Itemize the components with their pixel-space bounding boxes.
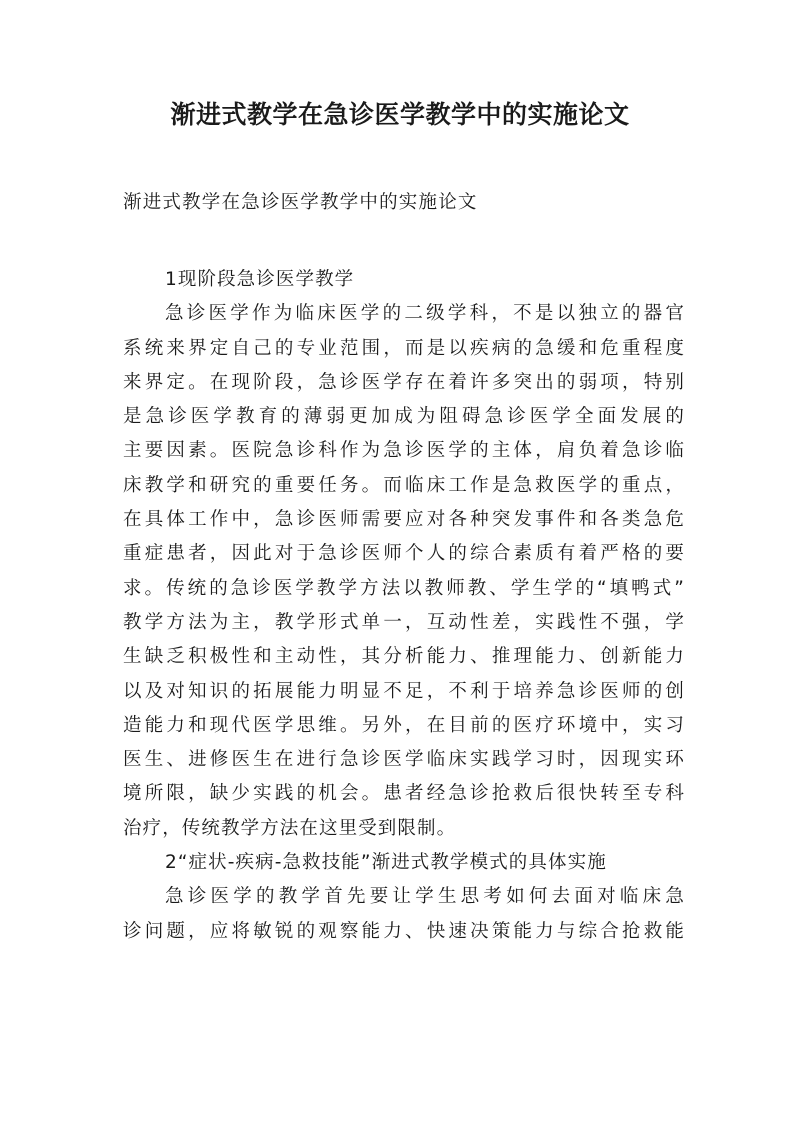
paragraph-line: 治疗，传统教学方法在这里受到限制。 [123, 817, 457, 839]
section-heading: 1现阶段急诊医学教学 [165, 269, 355, 290]
paragraph-line: 医生、进修医生在进行急诊医学临床实践学习时，因现实环 [123, 749, 685, 771]
paragraph-line: 以及对知识的拓展能力明显不足，不利于培养急诊医师的创 [123, 680, 685, 702]
paragraph-line: 教学方法为主，教学形式单一，互动性差，实践性不强，学 [123, 611, 685, 633]
paragraph-line: 来界定。在现阶段，急诊医学存在着许多突出的弱项，特别 [123, 371, 685, 393]
paragraph-line: 求。传统的急诊医学教学方法以教师教、学生学的“填鸭式” [123, 577, 685, 599]
paragraph-line: 是急诊医学教育的薄弱更加成为阻碍急诊医学全面发展的 [123, 406, 685, 428]
paragraph-line: 生缺乏积极性和主动性，其分析能力、推理能力、创新能力 [123, 646, 685, 668]
paragraph-line: 造能力和现代医学思维。另外，在目前的医疗环境中，实习 [123, 714, 685, 736]
document-subtitle: 渐进式教学在急诊医学教学中的实施论文 [123, 192, 478, 213]
document-body [123, 263, 685, 949]
paragraph-line: 主要因素。医院急诊科作为急诊医学的主体，肩负着急诊临 [123, 440, 685, 462]
paragraph-line: 境所限，缺少实践的机会。患者经急诊抢救后很快转至专科 [123, 783, 685, 805]
paragraph-line: 系统来界定自己的专业范围，而是以疾病的急缓和危重程度 [123, 337, 685, 359]
paragraph-line: 诊问题，应将敏锐的观察能力、快速决策能力与综合抢救能 [123, 920, 685, 942]
paragraph-line: 重症患者，因此对于急诊医师个人的综合素质有着严格的要 [123, 543, 685, 565]
section-heading: 2“症状-疾病-急救技能”渐进式教学模式的具体实施 [165, 852, 607, 874]
paragraph-line: 床教学和研究的重要任务。而临床工作是急救医学的重点， [123, 474, 685, 496]
document-title: 渐进式教学在急诊医学教学中的实施论文 [170, 100, 630, 129]
paragraph-line: 急诊医学作为临床医学的二级学科，不是以独立的器官 [165, 303, 685, 325]
paragraph-line: 在具体工作中，急诊医师需要应对各种突发事件和各类急危 [123, 509, 685, 531]
paragraph-line: 急诊医学的教学首先要让学生思考如何去面对临床急 [165, 886, 685, 908]
